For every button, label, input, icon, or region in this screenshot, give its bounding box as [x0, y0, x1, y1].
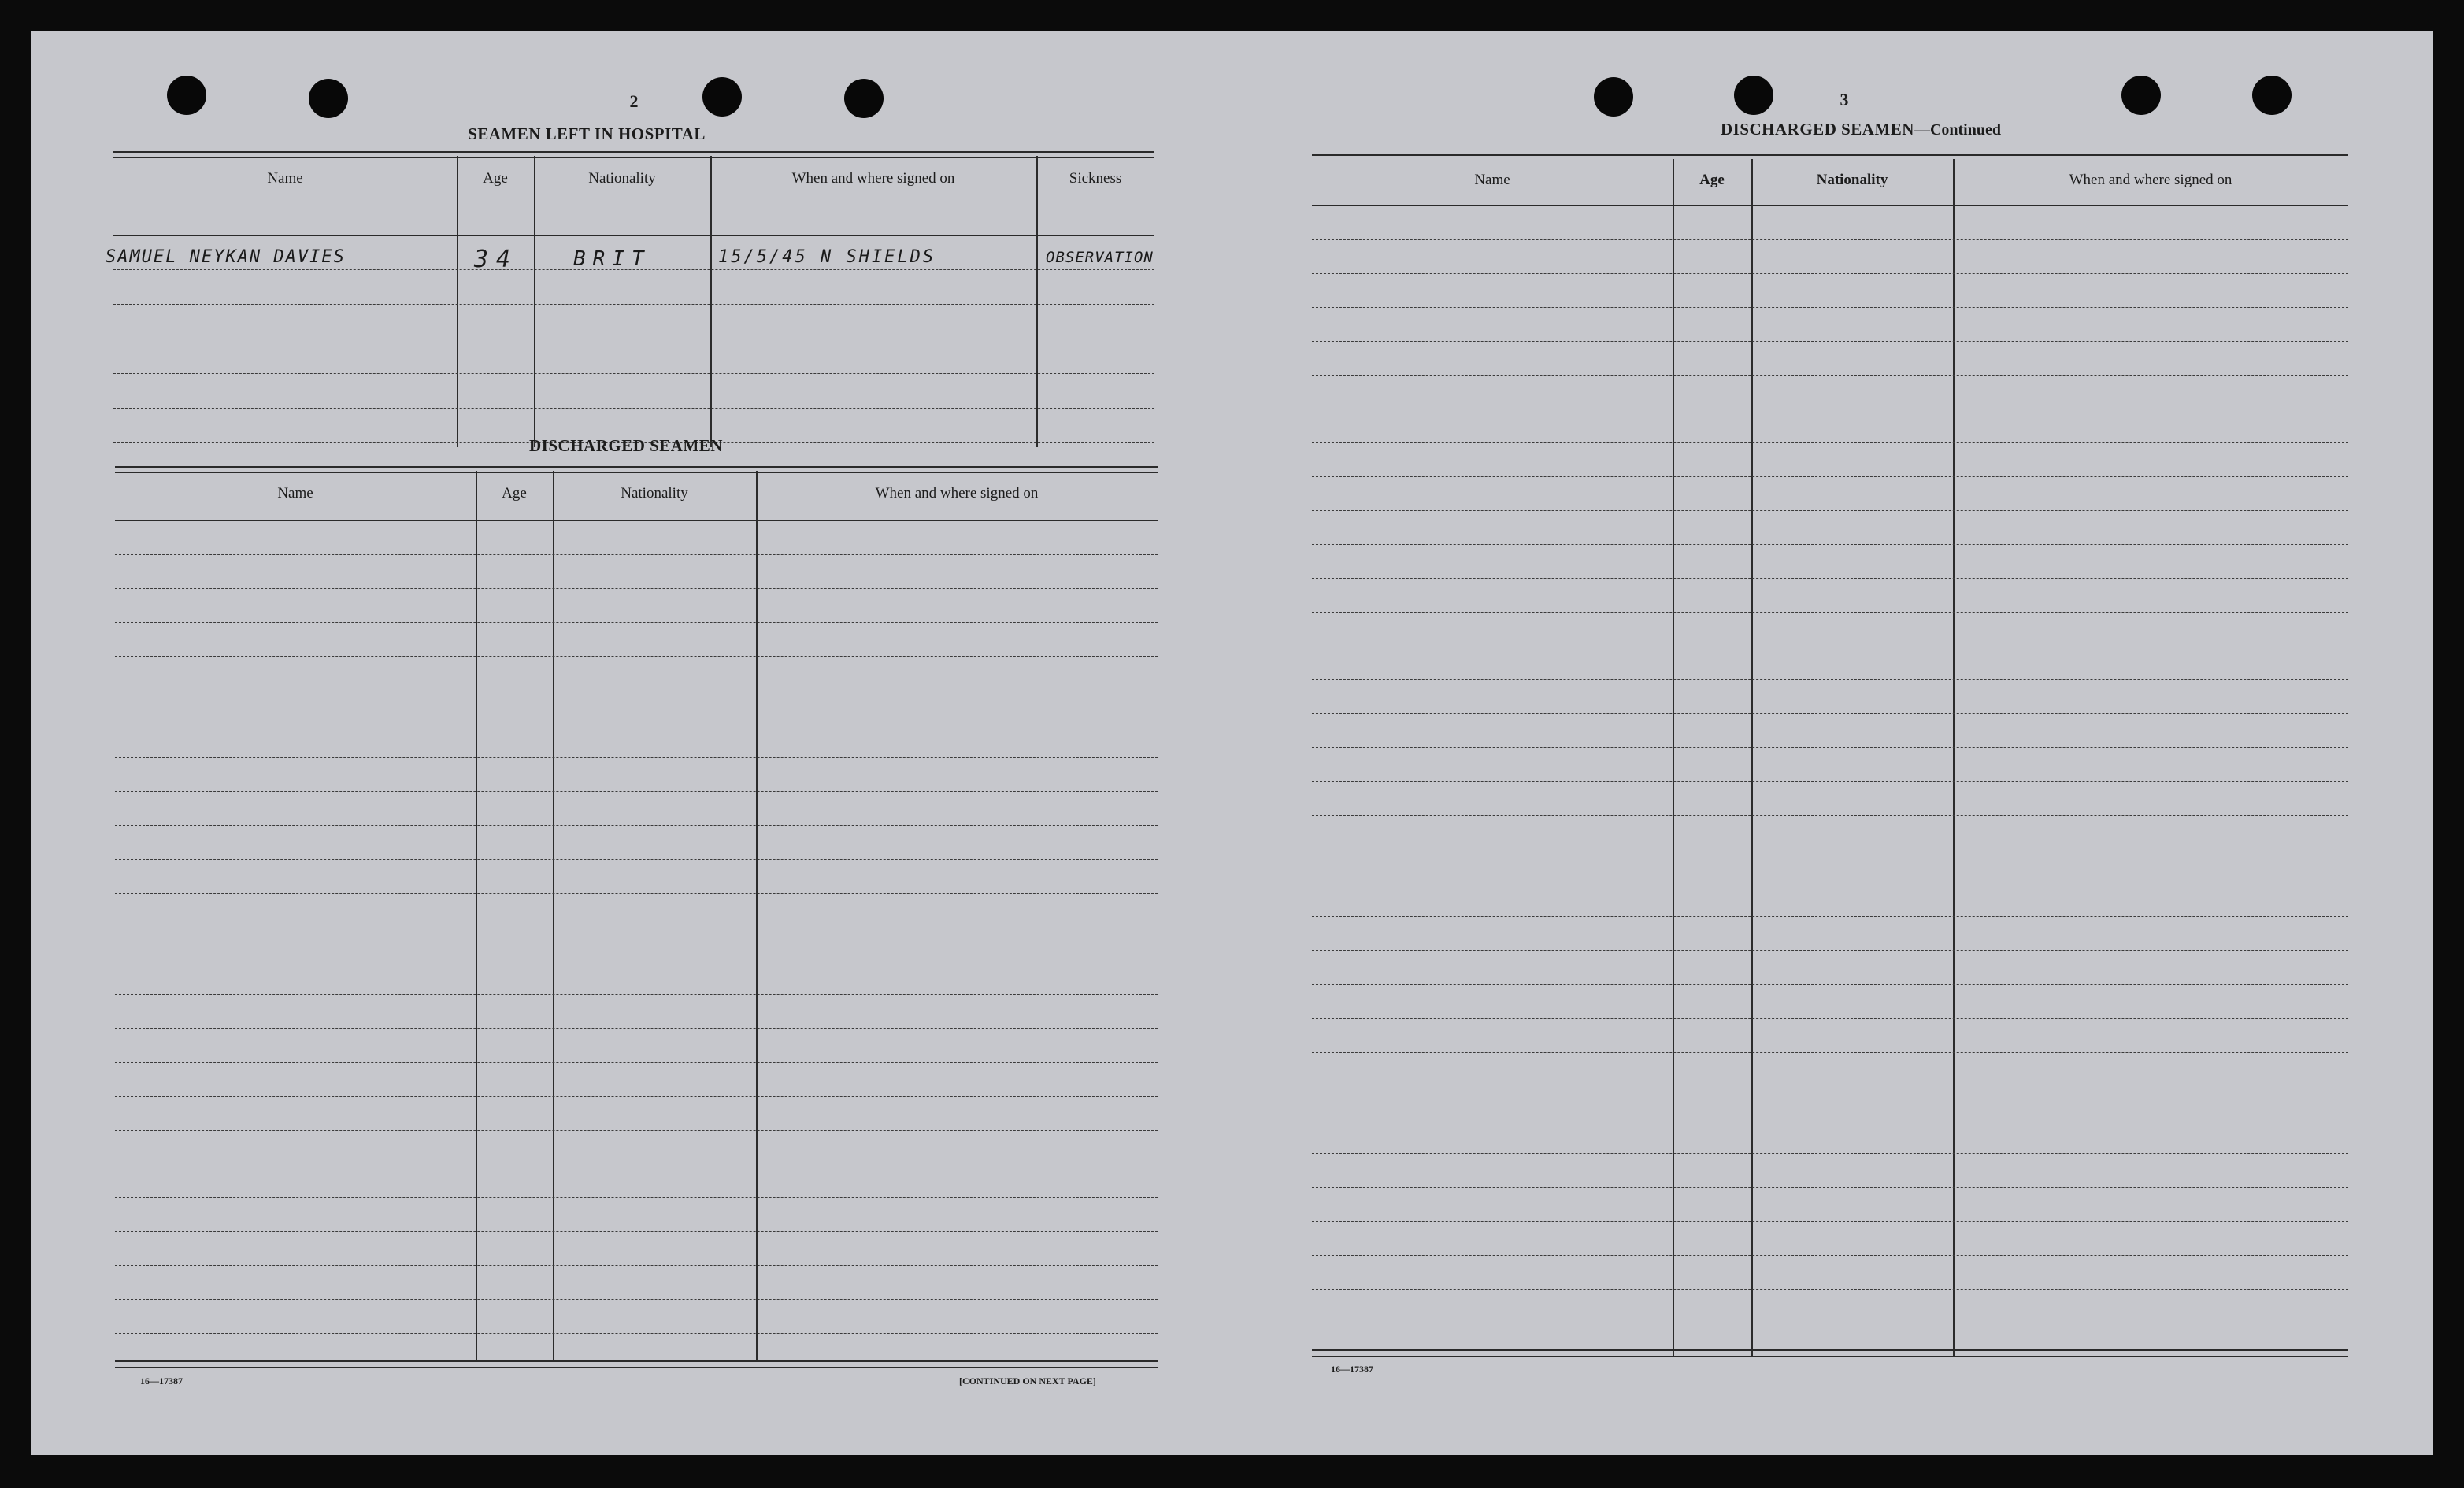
col-header-age: Age [502, 485, 527, 502]
hospital-entry-nationality: BRIT [573, 247, 651, 271]
col-header-age: Age [1699, 172, 1725, 188]
punch-hole [1594, 77, 1633, 117]
col-header-signed-on: When and where signed on [875, 485, 1039, 502]
punch-hole [167, 76, 206, 115]
punch-hole [309, 79, 348, 118]
discharged-table-left [115, 466, 1158, 1368]
col-header-name: Name [1474, 172, 1510, 188]
hospital-entry-age: 34 [474, 246, 519, 273]
right-page-number: 3 [1840, 90, 1849, 109]
continued-note: [CONTINUED ON NEXT PAGE] [959, 1375, 1096, 1386]
col-header-signed-on: When and where signed on [791, 170, 955, 187]
col-header-nationality: Nationality [588, 170, 656, 187]
col-header-nationality: Nationality [1816, 172, 1888, 188]
discharged-section-title: DISCHARGED SEAMEN [529, 436, 723, 455]
discharged-title-main: DISCHARGED SEAMEN [1721, 120, 1914, 139]
col-header-sickness: Sickness [1069, 170, 1122, 187]
punch-hole [1734, 76, 1773, 115]
col-header-age: Age [483, 170, 508, 187]
hospital-section-title: SEAMEN LEFT IN HOSPITAL [468, 124, 706, 143]
punch-hole [2252, 76, 2292, 115]
punch-hole [844, 79, 884, 118]
hospital-entry-sickness: OBSERVATION [1046, 249, 1154, 266]
left-form-code: 16—17387 [140, 1375, 183, 1386]
col-header-name: Name [267, 170, 303, 187]
col-header-name: Name [277, 485, 313, 502]
punch-hole [702, 77, 742, 117]
punch-hole [2121, 76, 2161, 115]
right-form-code: 16—17387 [1331, 1364, 1373, 1375]
hospital-entry-signed-on: 15/5/45 N SHIELDS [718, 247, 936, 267]
discharged-continued-title [1306, 120, 2416, 139]
discharged-title-suffix: —Continued [1914, 121, 2001, 139]
hospital-entry-name: SAMUEL NEYKAN DAVIES [106, 247, 346, 267]
discharged-table-right [1312, 154, 2348, 1357]
col-header-signed-on: When and where signed on [2069, 172, 2232, 188]
scanned-form-sheet [31, 31, 2433, 1455]
hospital-table [106, 151, 1154, 447]
col-header-nationality: Nationality [621, 485, 688, 502]
left-page-number: 2 [629, 91, 639, 111]
